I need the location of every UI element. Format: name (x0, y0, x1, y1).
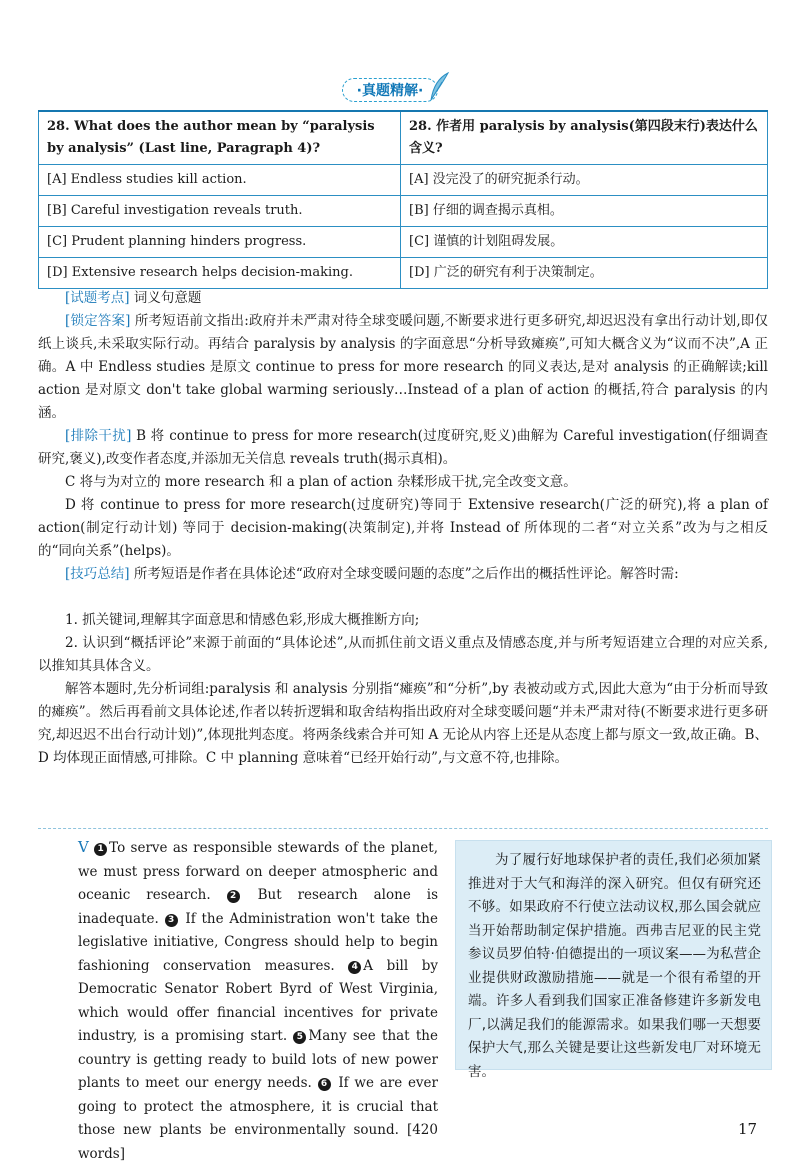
question-zh: 28. 作者用 paralysis by analysis(第四段末行)表达什么含义? (401, 111, 768, 165)
option-b-zh: [B] 仔细的调查揭示真相。 (401, 196, 768, 227)
sentence-2: But research alone is inadequate. (78, 887, 439, 927)
translation-box (455, 840, 772, 1080)
translation-text: 为了履行好地球保护者的责任,我们必须加紧推进对于大气和海洋的深入研究。但仅有研究还不够。如果政府不行使立法动议权,那么国会就应当开始帮助制定保护措施。西弗吉尼亚的民主党参议员罗伯特·伯德提出的一项议案——为私营企业提供财政激励措施——就是一个很有希望的开端。许多人看到我们国家正准备修建许多新发电厂,以满足我们的能源需求。如果我们哪一天想要保护大气,那么关键是要让这些新发电厂对环境无害。 (468, 852, 761, 1080)
paragraph-roman-numeral: V (78, 838, 89, 856)
tag-jiqiao: [技巧总结] (65, 566, 130, 582)
sentence-number-6: 6 (318, 1078, 331, 1091)
sentence-number-3: 3 (165, 914, 178, 927)
option-c-zh: [C] 谨慎的计划阻碍发展。 (401, 227, 768, 258)
question-en: 28. What does the author mean by “paralysis by analysis” (Last line, Paragraph 4)? (39, 111, 401, 165)
option-row (39, 227, 768, 258)
paichu-text: B 将 continue to press for more research(过度研究,贬义)曲解为 Careful investigation(仔细调查研究,褒义),改变作者态度,并添加无关信息 reveals truth(揭示真相)。 (38, 428, 768, 467)
analysis-paichu-d: D 将 continue to press for more research(过度研究)等同于 Extensive research(广泛的研究),将 a plan of action(制定行动计划) 等同于 decision-making(决策制定),并将 Instead of 所体现的二者“对立关系”改为与之相反的“同向关系”(helps)。 (38, 497, 768, 559)
option-b-en: [B] Careful investigation reveals truth. (39, 196, 401, 227)
quill-icon (428, 72, 450, 102)
answer-text: 所考短语前文指出:政府并未严肃对待全球变暖问题,不断要求进行更多研究,却迟迟没有拿出行动计划,即仅纸上谈兵,未采取实际行动。再结合 paralysis by analysis 的字面意思“分析导致瘫痪”,可知大概含义为“议而不决”,A 正确。A 中 Endless studies 是原文 continue to press for more research 的同义表达,是对 analysis 的正确解读;kill action 是对原文 don't take global warming seriously…Instead of a plan of action 的概括,符合 paralysis 的内涵。 (38, 313, 768, 421)
question-table (38, 110, 768, 289)
passage-paragraph (78, 836, 438, 1166)
section-divider (38, 828, 768, 829)
tag-answer: [锁定答案] (65, 313, 131, 329)
option-row (39, 165, 768, 196)
section-header-label: ·真题精解· (342, 78, 439, 102)
sentence-1: To serve as responsible stewards of the planet, we must press forward on deeper atmospheric and oceanic research. (78, 840, 438, 903)
word-count: [420 words] (78, 1122, 438, 1162)
tag-kaodian: [试题考点] (65, 290, 130, 306)
sentence-number-1: 1 (94, 843, 107, 856)
analysis-final: 解答本题时,先分析词组:paralysis 和 analysis 分别指“瘫痪”和“分析”,by 表被动或方式,因此大意为“由于分析而导致的瘫痪”。然后再看前文具体论述,作者以转折逻辑和取舍结构指出政府对全球变暖问题“并未严肃对待(不断要求进行更多研究,却迟迟不出台行动计划)”,体现批判态度。将两条线索合并可知 A 无论从内容上还是从态度上都与原文一致,故正确。B、D 均体现正面情感,可排除。C 中 planning 意味着“已经开始行动”,与文意不符,也排除。 (38, 681, 768, 766)
section-header (300, 78, 480, 102)
option-row (39, 196, 768, 227)
option-row (39, 258, 768, 289)
option-d-en: [D] Extensive research helps decision-making. (39, 258, 401, 289)
analysis-step1: 1. 抓关键词,理解其字面意思和情感色彩,形成大概推断方向; (65, 612, 420, 628)
jiqiao-text: 所考短语是作者在具体论述“政府对全球变暖问题的态度”之后作出的概括性评论。解答时需: (129, 566, 679, 582)
analysis-step2: 2. 认识到“概括评论”来源于前面的“具体论述”,从而抓住前文语义重点及情感态度,并与所考短语建立合理的对应关系,以推知其具体含义。 (38, 635, 768, 674)
sentence-6: If we are ever going to protect the atmosphere, it is crucial that those new plants be environmentally sound. (78, 1075, 439, 1138)
analysis-paichu-c: C 将与为对立的 more research 和 a plan of action 杂糅形成干扰,完全改变文意。 (65, 474, 577, 490)
sentence-number-5: 5 (293, 1031, 306, 1044)
analysis-kaodian (38, 287, 768, 310)
tag-paichu: [排除干扰] (65, 428, 132, 444)
sentence-5: Many see that the country is getting ready to build lots of new power plants to meet our energy needs. (78, 1028, 438, 1091)
kaodian-text: 词义句意题 (129, 290, 202, 306)
sentence-4: A bill by Democratic Senator Robert Byrd of West Virginia, which would offer financial incentives for private industry, is a promising start. (78, 957, 438, 1044)
option-d-zh: [D] 广泛的研究有利于决策制定。 (401, 258, 768, 289)
page-number: 17 (738, 1120, 758, 1138)
sentence-number-2: 2 (227, 890, 240, 903)
option-c-en: [C] Prudent planning hinders progress. (39, 227, 401, 258)
sentence-3: If the Administration won't take the legislative initiative, Congress should help to begin fashioning conservation measures. (78, 910, 438, 974)
option-a-en: [A] Endless studies kill action. (39, 165, 401, 196)
question-row (39, 111, 768, 165)
sentence-number-4: 4 (348, 961, 361, 974)
analysis-jiqiao (38, 563, 768, 586)
option-a-zh: [A] 没完没了的研究扼杀行动。 (401, 165, 768, 196)
analysis-answer (38, 310, 768, 425)
analysis-paichu (38, 425, 768, 471)
